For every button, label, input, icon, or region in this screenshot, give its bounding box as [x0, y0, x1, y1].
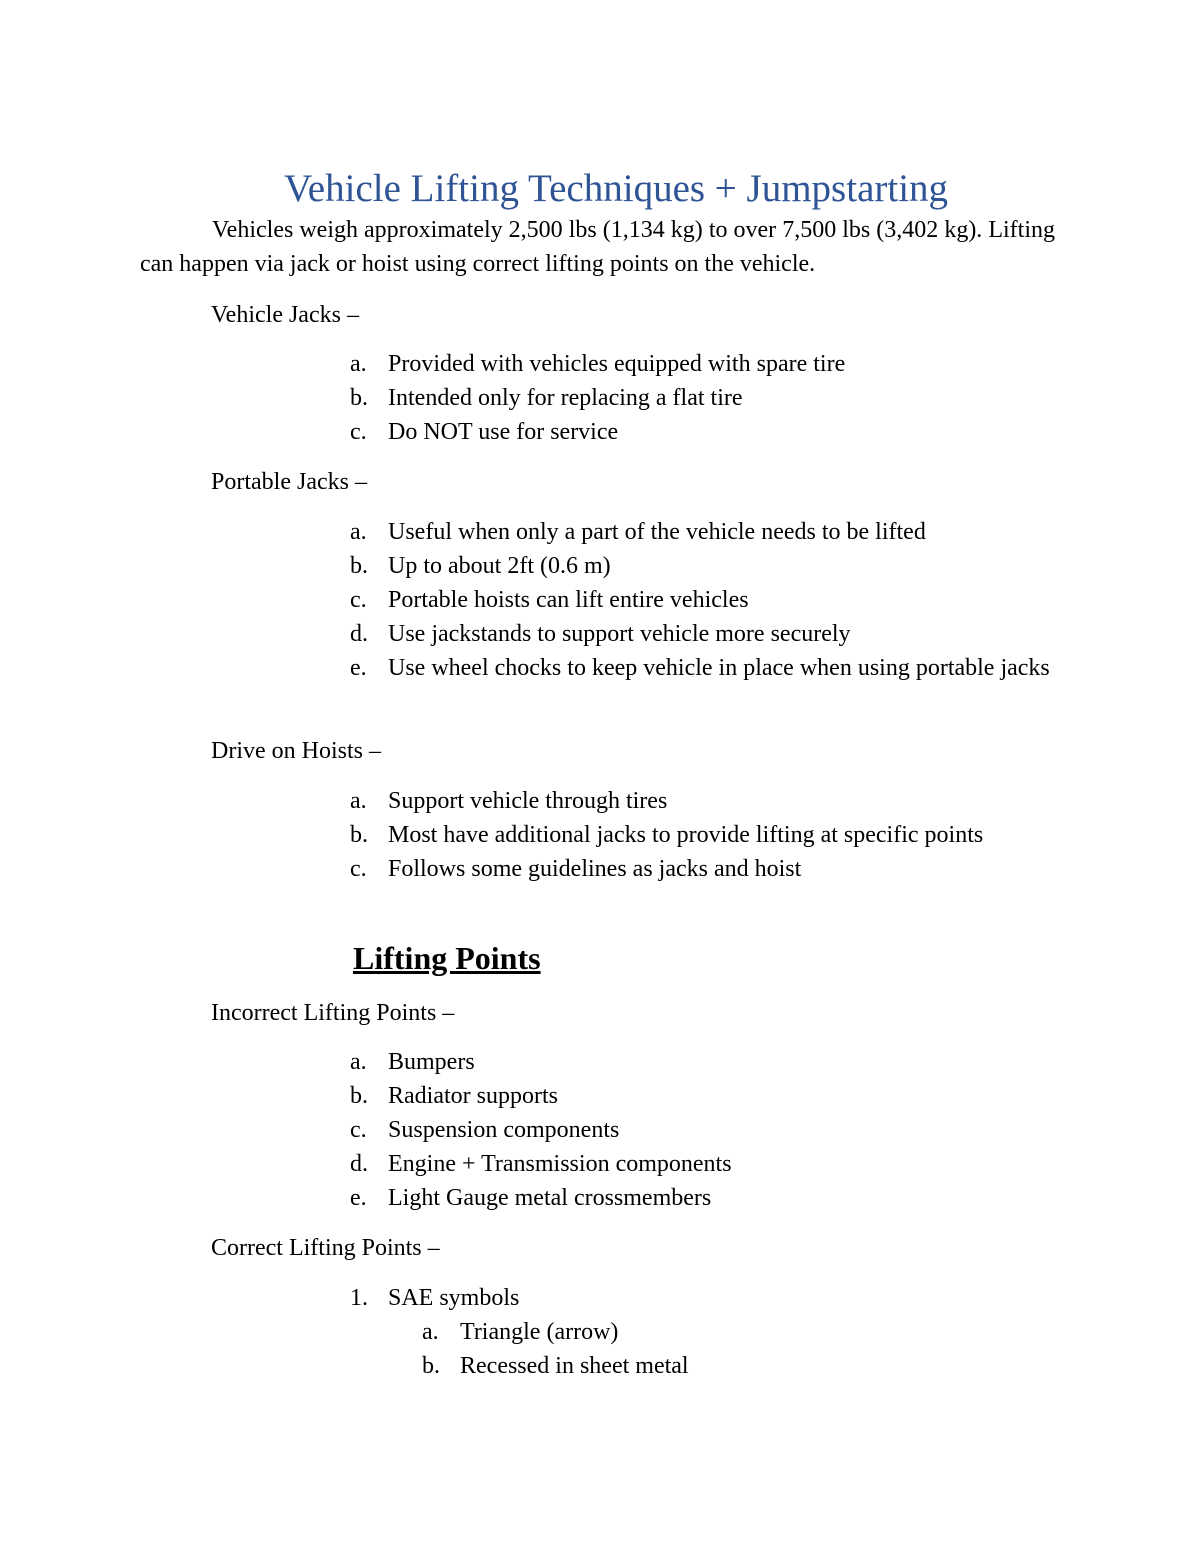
list-marker: b.	[350, 385, 368, 411]
list-marker: c.	[350, 1117, 367, 1143]
list-item-text: Use wheel chocks to keep vehicle in place when using portable jacks	[388, 655, 1050, 681]
list-item	[350, 852, 1058, 886]
list-marker: b.	[350, 1083, 368, 1109]
list-item-text: Support vehicle through tires	[388, 788, 668, 814]
list-item	[350, 1147, 1058, 1181]
document-title: Vehicle Lifting Techniques + Jumpstarting	[283, 167, 949, 210]
portable-jacks-heading: Portable Jacks –	[211, 469, 367, 495]
correct-lifting-points-heading: Correct Lifting Points –	[211, 1235, 440, 1261]
list-item-text: Portable hoists can lift entire vehicles	[388, 587, 749, 613]
list-item	[350, 1113, 1058, 1147]
list-marker: a.	[422, 1319, 439, 1345]
list-item	[350, 1079, 1058, 1113]
list-marker: b.	[422, 1353, 440, 1379]
list-item-text: Up to about 2ft (0.6 m)	[388, 553, 611, 579]
list-item	[350, 617, 1058, 651]
incorrect-lifting-points-list	[350, 1045, 1058, 1215]
list-item-text: Triangle (arrow)	[460, 1319, 619, 1345]
list-item	[350, 549, 1058, 583]
list-marker: a.	[350, 351, 367, 377]
drive-on-hoists-heading: Drive on Hoists –	[211, 738, 381, 764]
list-item-text: Intended only for replacing a flat tire	[388, 385, 743, 411]
list-marker: d.	[350, 621, 368, 647]
list-item	[350, 415, 1058, 449]
list-item	[422, 1315, 1058, 1349]
lifting-points-title: Lifting Points	[353, 940, 541, 976]
list-item	[350, 1045, 1058, 1079]
list-item-text: Suspension components	[388, 1117, 620, 1143]
list-item	[422, 1349, 1058, 1383]
vehicle-jacks-list	[350, 347, 1058, 449]
list-item-text: Most have additional jacks to provide lifting at specific points	[388, 822, 984, 848]
list-marker: c.	[350, 587, 367, 613]
list-item	[350, 1181, 1058, 1215]
list-item-text: Light Gauge metal crossmembers	[388, 1185, 712, 1211]
list-item	[350, 583, 1058, 617]
list-item	[350, 515, 1058, 549]
list-item-text: Engine + Transmission components	[388, 1151, 732, 1177]
list-marker: b.	[350, 822, 368, 848]
intro-paragraph: Vehicles weigh approximately 2,500 lbs (1,134 kg) to over 7,500 lbs (3,402 kg). Lifting can happen via jack or hoist using correct lifting points on the vehicle.	[140, 217, 1055, 277]
list-item	[350, 651, 1058, 685]
list-item	[350, 347, 1058, 381]
list-item-text: Bumpers	[388, 1049, 475, 1075]
list-item-text: Provided with vehicles equipped with spare tire	[388, 351, 846, 377]
list-marker: b.	[350, 553, 368, 579]
list-item-text: Follows some guidelines as jacks and hoist	[388, 856, 802, 882]
portable-jacks-list	[350, 515, 1058, 685]
list-item	[350, 1281, 1058, 1315]
sae-symbols-sublist	[422, 1315, 1058, 1383]
list-item	[350, 381, 1058, 415]
list-item-text: Radiator supports	[388, 1083, 558, 1109]
list-marker: 1.	[350, 1285, 368, 1311]
list-marker: a.	[350, 1049, 367, 1075]
list-marker: c.	[350, 419, 367, 445]
list-marker: d.	[350, 1151, 368, 1177]
list-item-text: Use jackstands to support vehicle more securely	[388, 621, 851, 647]
list-item	[350, 818, 1058, 852]
correct-lifting-points-list	[350, 1281, 1058, 1315]
vehicle-jacks-heading: Vehicle Jacks –	[211, 302, 359, 328]
list-marker: a.	[350, 788, 367, 814]
list-marker: a.	[350, 519, 367, 545]
list-item-text: Useful when only a part of the vehicle needs to be lifted	[388, 519, 926, 545]
list-marker: e.	[350, 655, 367, 681]
incorrect-lifting-points-heading: Incorrect Lifting Points –	[211, 1000, 455, 1026]
list-marker: e.	[350, 1185, 367, 1211]
list-item-text: Recessed in sheet metal	[460, 1353, 689, 1379]
list-item-text: SAE symbols	[388, 1285, 520, 1311]
list-item-text: Do NOT use for service	[388, 419, 619, 445]
drive-on-hoists-list	[350, 784, 1058, 886]
list-marker: c.	[350, 856, 367, 882]
list-item	[350, 784, 1058, 818]
